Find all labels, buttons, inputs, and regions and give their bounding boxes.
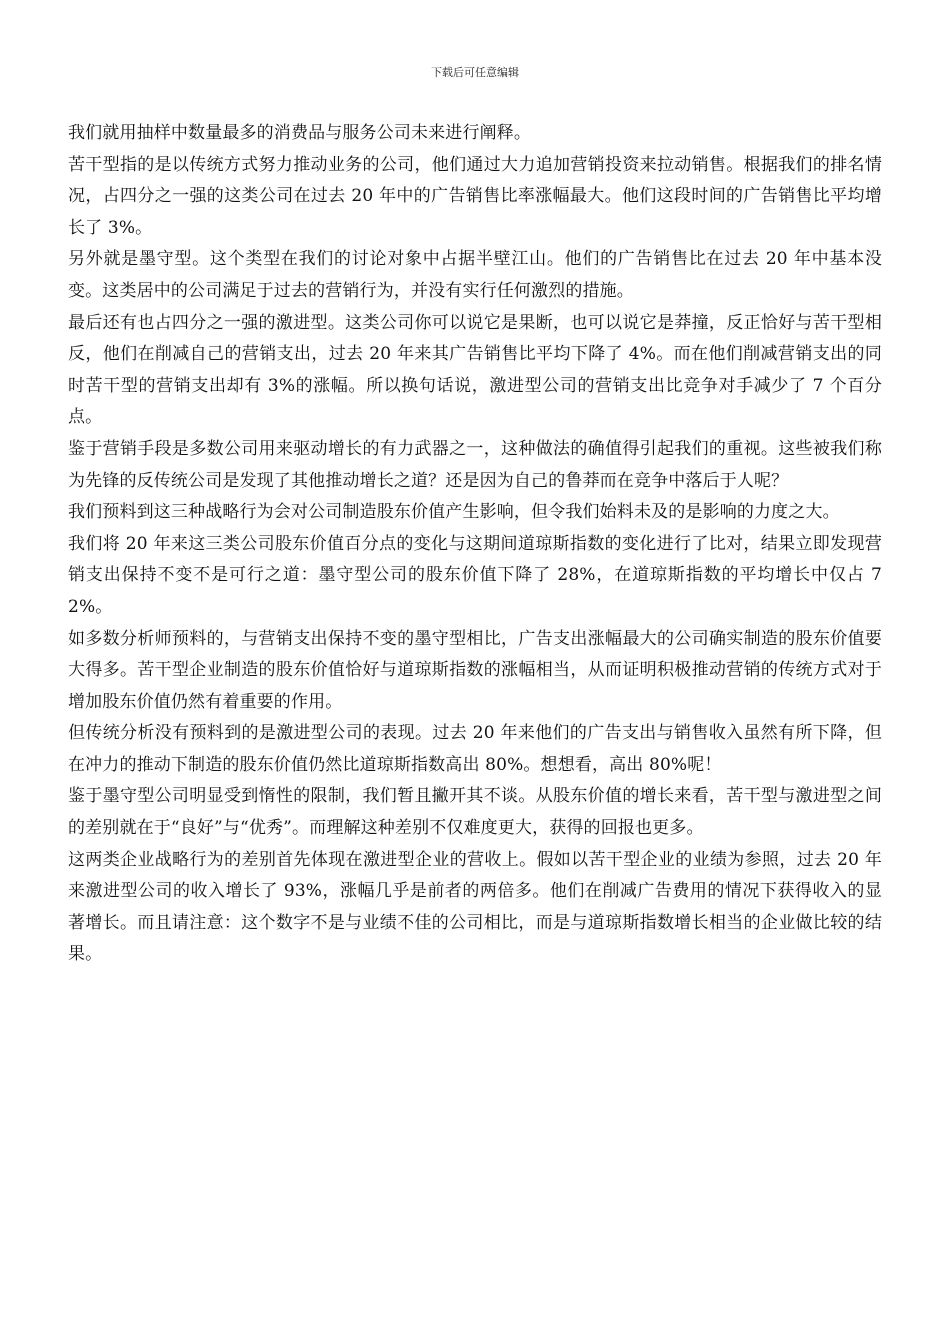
paragraph-9: 但传统分析没有预料到的是激进型公司的表现。过去 20 年来他们的广告支出与销售收入虽然有所下降，但在冲力的推动下制造的股东价值仍然比道琼斯指数高出 80%。想想看，高出 80%呢！ [68, 723, 882, 775]
page-header: 下载后可任意编辑 [431, 66, 519, 79]
paragraph-10: 鉴于墨守型公司明显受到惰性的限制，我们暂且撇开其不谈。从股东价值的增长来看，苦干型与激进型之间的差别就在于“良好”与“优秀”。而理解这种差别不仅难度更大，获得的回报也更多。 [68, 786, 882, 839]
paragraph-5: 鉴于营销手段是多数公司用来驱动增长的有力武器之一，这种做法的确值得引起我们的重视。这些被我们称为先锋的反传统公司是发现了其他推动增长之道？还是因为自己的鲁莽而在竞争中落后于人呢？ [68, 438, 882, 491]
document-body [68, 118, 882, 971]
paragraph-8: 如多数分析师预料的，与营销支出保持不变的墨守型相比，广告支出涨幅最大的公司确实制造的股东价值要大得多。苦干型企业制造的股东价值恰好与道琼斯指数的涨幅相当，从而证明积极推动营销的传统方式对于增加股东价值仍然有着重要的作用。 [68, 628, 882, 712]
paragraph-7: 我们将 20 年来这三类公司股东价值百分点的变化与这期间道琼斯指数的变化进行了比对，结果立即发现营销支出保持不变不是可行之道：墨守型公司的股东价值下降了 28%，在道琼斯指数的平均增长中仅占 72%。 [68, 533, 882, 617]
paragraph-11: 这两类企业战略行为的差别首先体现在激进型企业的营收上。假如以苦干型企业的业绩为参照，过去 20 年来激进型公司的收入增长了 93%，涨幅几乎是前者的两倍多。他们在削减广告费用的情况下获得收入的显著增长。而且请注意：这个数字不是与业绩不佳的公司相比，而是与道琼斯指数增长相当的企业做比较的结果。 [68, 849, 882, 965]
paragraph-1: 我们就用抽样中数量最多的消费品与服务公司未来进行阐释。 [68, 123, 532, 143]
paragraph-2: 苦干型指的是以传统方式努力推动业务的公司，他们通过大力追加营销投资来拉动销售。根据我们的排名情况，占四分之一强的这类公司在过去 20 年中的广告销售比率涨幅最大。他们这段时间的广告销售比平均增长了 3%。 [68, 154, 882, 238]
paragraph-3: 另外就是墨守型。这个类型在我们的讨论对象中占据半壁江山。他们的广告销售比在过去 20 年中基本没变。这类居中的公司满足于过去的营销行为，并没有实行任何激烈的措施。 [68, 249, 882, 301]
paragraph-6: 我们预料到这三种战略行为会对公司制造股东价值产生影响，但令我们始料未及的是影响的力度之大。 [68, 502, 840, 523]
paragraph-4: 最后还有也占四分之一强的激进型。这类公司你可以说它是果断，也可以说它是莽撞，反正恰好与苦干型相反，他们在削减自己的营销支出，过去 20 年来其广告销售比平均下降了 4%。而在他们削减营销支出的同时苦干型的营销支出却有 3%的涨幅。所以换句话说，激进型公司的营销支出比竞争对手减少了 7 个百分点。 [68, 312, 882, 428]
